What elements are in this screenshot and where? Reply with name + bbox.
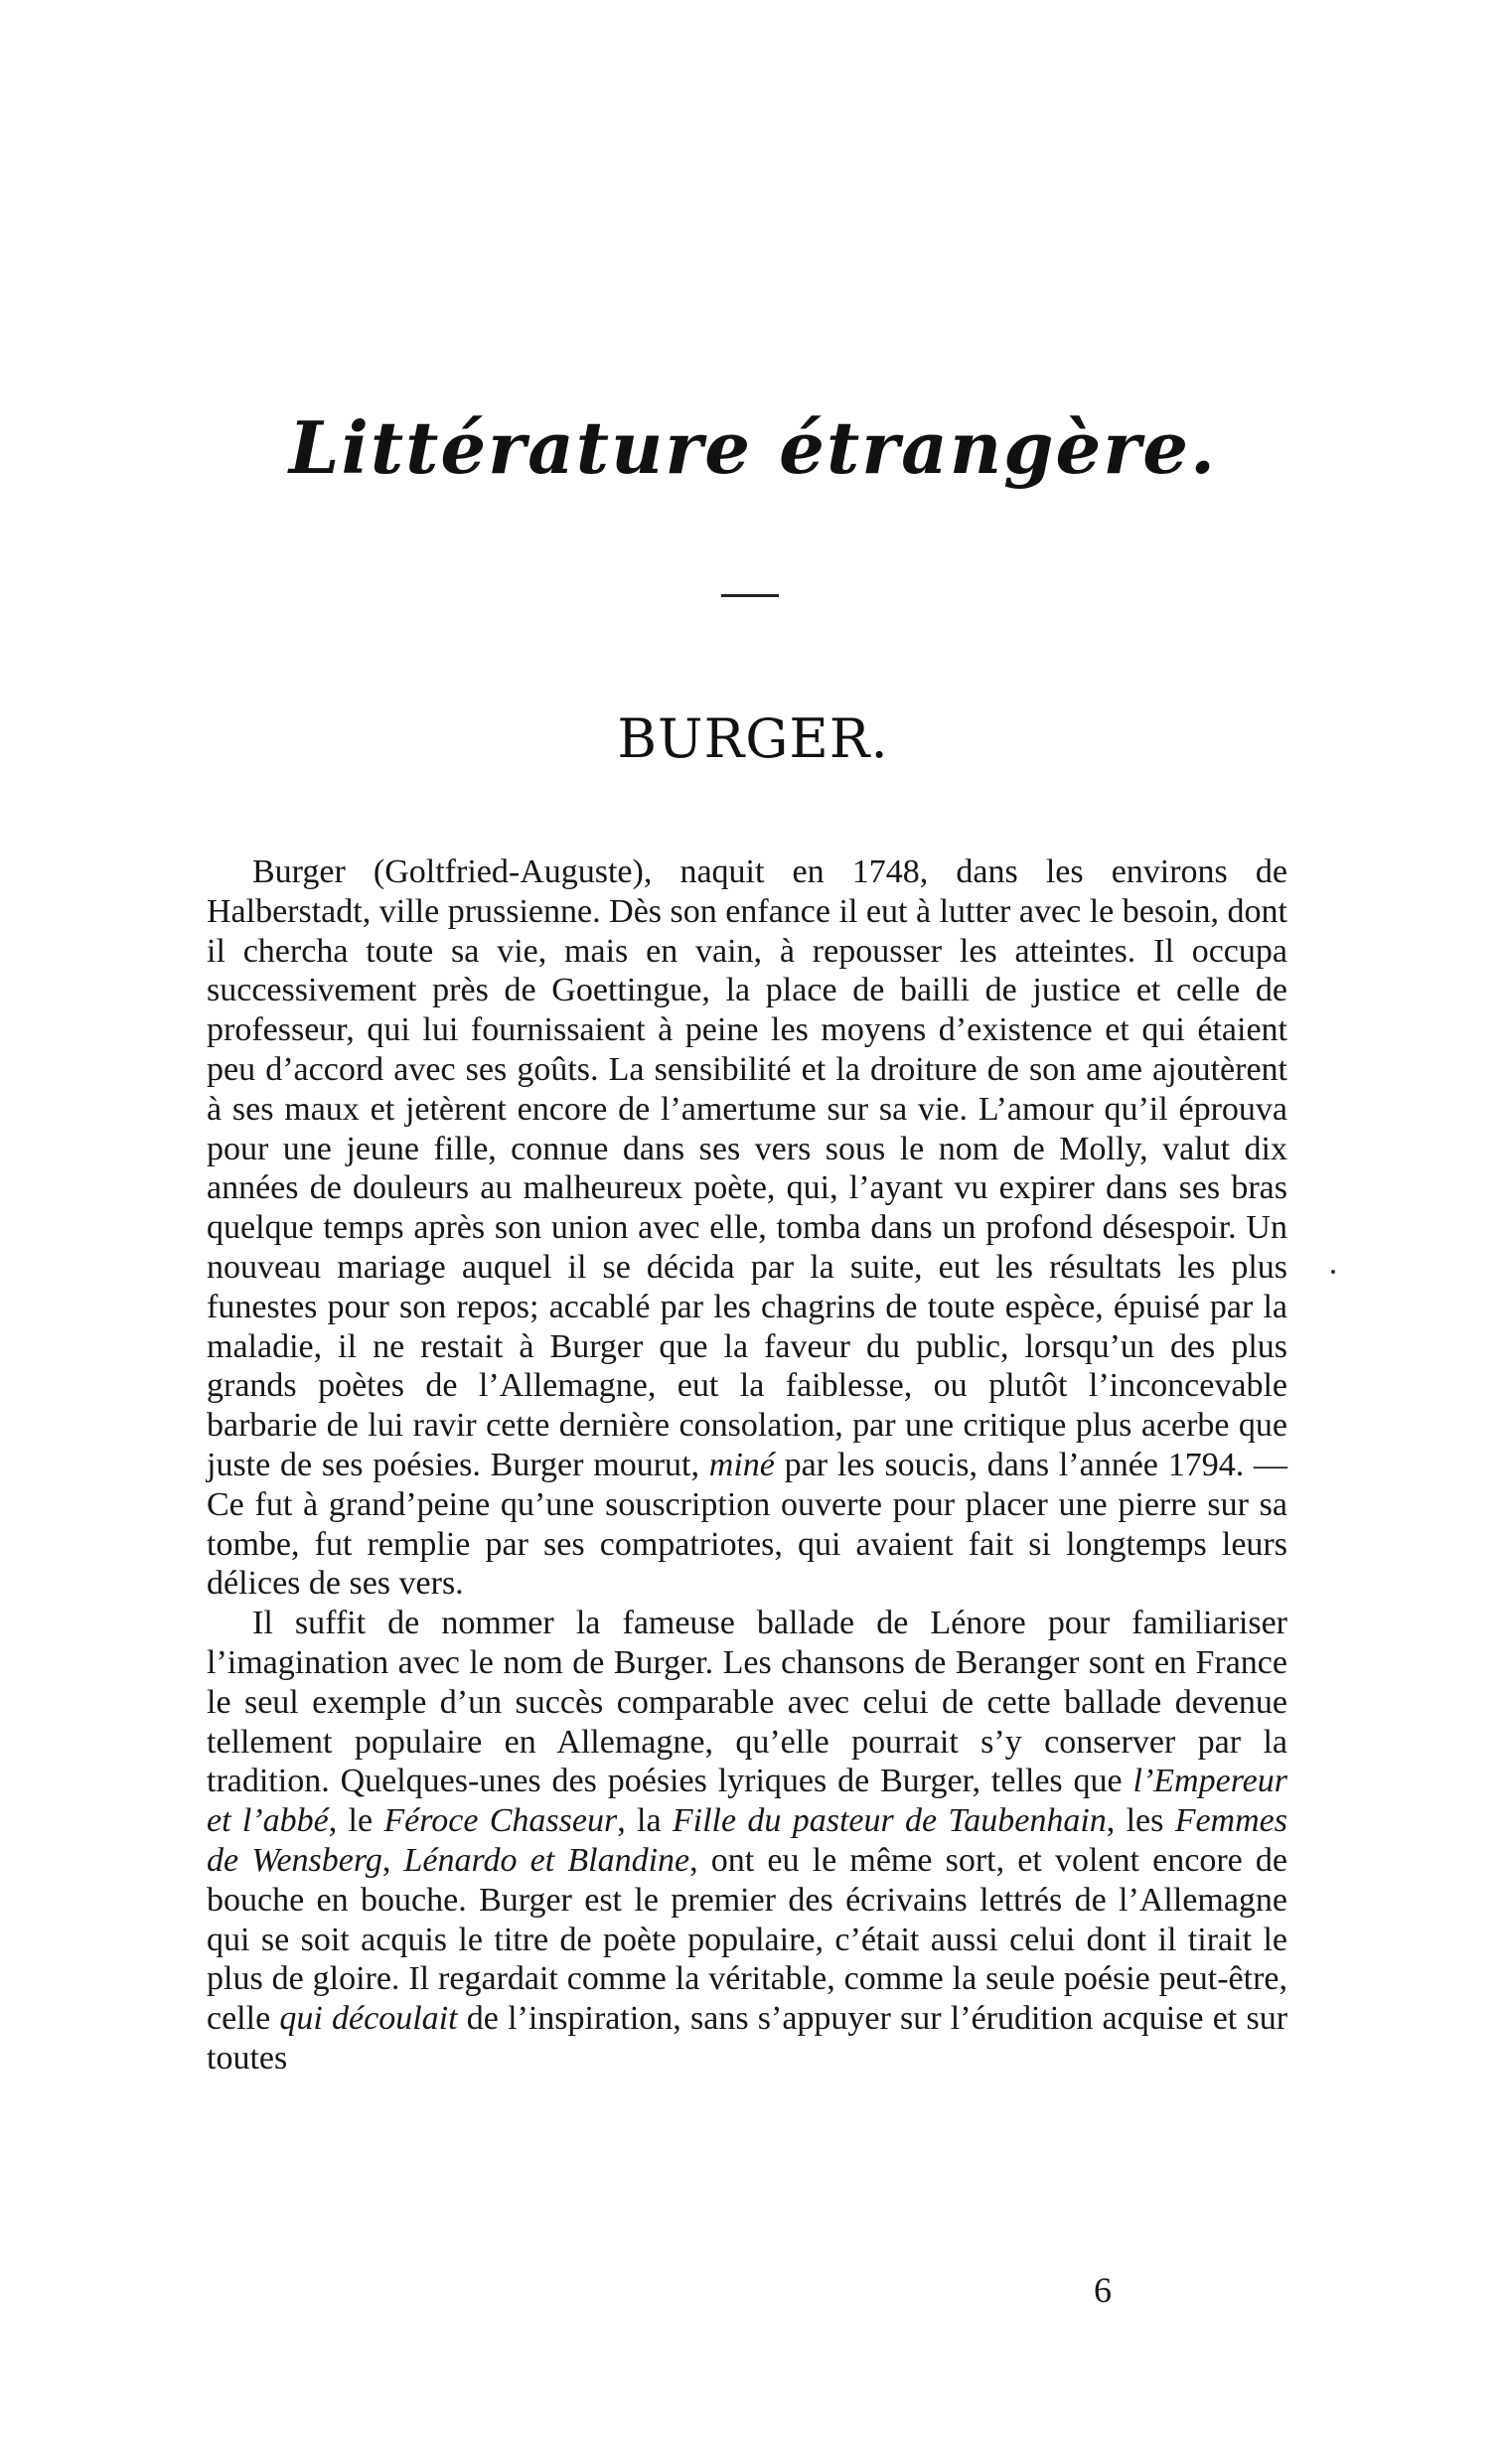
- title-fille-du-pasteur: Fille du pasteur de Taubenhain: [672, 1802, 1107, 1840]
- paragraph-2-part-3: , la: [617, 1802, 673, 1840]
- paragraph-2-part-4: , les: [1106, 1802, 1175, 1840]
- paragraph-1-part-2: par les soucis, dans l’année 1794. — Ce fut à grand’peine qu’une souscription ouverte pour placer une pierre sur sa tombe, fut remplie par ses compatriotes, qui avaient fait si longtemps leurs délices de ses vers.: [207, 1446, 1287, 1603]
- title-empereur-abbe: l’Empereur et l’abbé: [207, 1763, 1287, 1840]
- article-heading: BURGER.: [617, 707, 889, 770]
- paragraph-2-part-7: de l’inspiration, sans s’appuyer sur l’érudition acquise et sur toutes: [207, 2000, 1288, 2077]
- page-number: 6: [1094, 2270, 1112, 2310]
- stray-ink-mark: [1331, 1270, 1335, 1274]
- title-feroce-chasseur: Féroce Chasseur: [383, 1802, 618, 1840]
- title-rule: [721, 594, 779, 597]
- paragraph-2-part-5: ,: [381, 1841, 404, 1879]
- emphasis-qui-decoulait: qui découlait: [279, 2000, 458, 2038]
- paragraph-2-part-6: , ont eu le même sort, et volent encore de bouche en bouche. Burger est le premier des écrivains lettrés de l’Allemagne qui se soit acquis le titre de poète populaire, c’était aussi celui dont il tirait le plus de gloire. Il regardait comme la véritable, comme la seule poésie peut-être, celle: [207, 1841, 1287, 2038]
- title-lenardo-et-blandine: Lénardo et Blandine: [403, 1841, 690, 1879]
- paragraph-1-part-1: Burger (Goltfried-Auguste), naquit en 1748, dans les environs de Halberstadt, ville prussienne. Dès son enfance il eut à lutter avec le besoin, dont il chercha toute sa vie, mais en vain, à repousser les atteintes. Il occupa successivement près de Goettingue, la place de bailli de justice et celle de professeur, qui lui fournissaient à peine les moyens d’existence et qui étaient peu d’accord avec ses goûts. La sensibilité et la droiture de son ame ajoutèrent à ses maux et jetèrent encore de l’amertume sur sa vie. L’amour qu’il éprouva pour une jeune fille, connue dans ses vers sous le nom de Molly, valut dix années de douleurs au malheureux poète, qui, l’ayant vu expirer dans ses bras quelque temps après son union avec elle, tomba dans un profond désespoir. Un nouveau mariage auquel il se décida par la suite, eut les résultats les plus funestes pour son repos; accablé par les chagrins de toute espèce, épuisé par la maladie, il ne restait à Burger que la faveur du public, lorsqu’un des plus grands poètes de l’Allemagne, eut la faiblesse, ou plutôt l’inconcevable barbarie de lui ravir cette dernière consolation, par une critique plus acerbe que juste de ses poésies. Burger mourut,: [207, 853, 1287, 1483]
- paragraph-1: [207, 852, 1287, 1604]
- article-body: [207, 852, 1287, 2079]
- paragraph-2-part-2: , le: [328, 1802, 384, 1840]
- emphasis-mine: miné: [708, 1446, 775, 1483]
- page-title: Littérature étrangère.: [288, 405, 1218, 490]
- title-femmes-de-wensberg: Femmes de Wensberg: [207, 1802, 1287, 1879]
- paragraph-2: [207, 1604, 1287, 2079]
- paragraph-2-part-1: Il suffit de nommer la fameuse ballade de Lénore pour familiariser l’imagination avec le nom de Burger. Les chansons de Beranger sont en France le seul exemple d’un succès comparable avec celui de cette ballade devenue tellement populaire en Allemagne, qu’elle pourrait s’y conserver par la tradition. Quelques-unes des poésies lyriques de Burger, telles que: [207, 1605, 1287, 1800]
